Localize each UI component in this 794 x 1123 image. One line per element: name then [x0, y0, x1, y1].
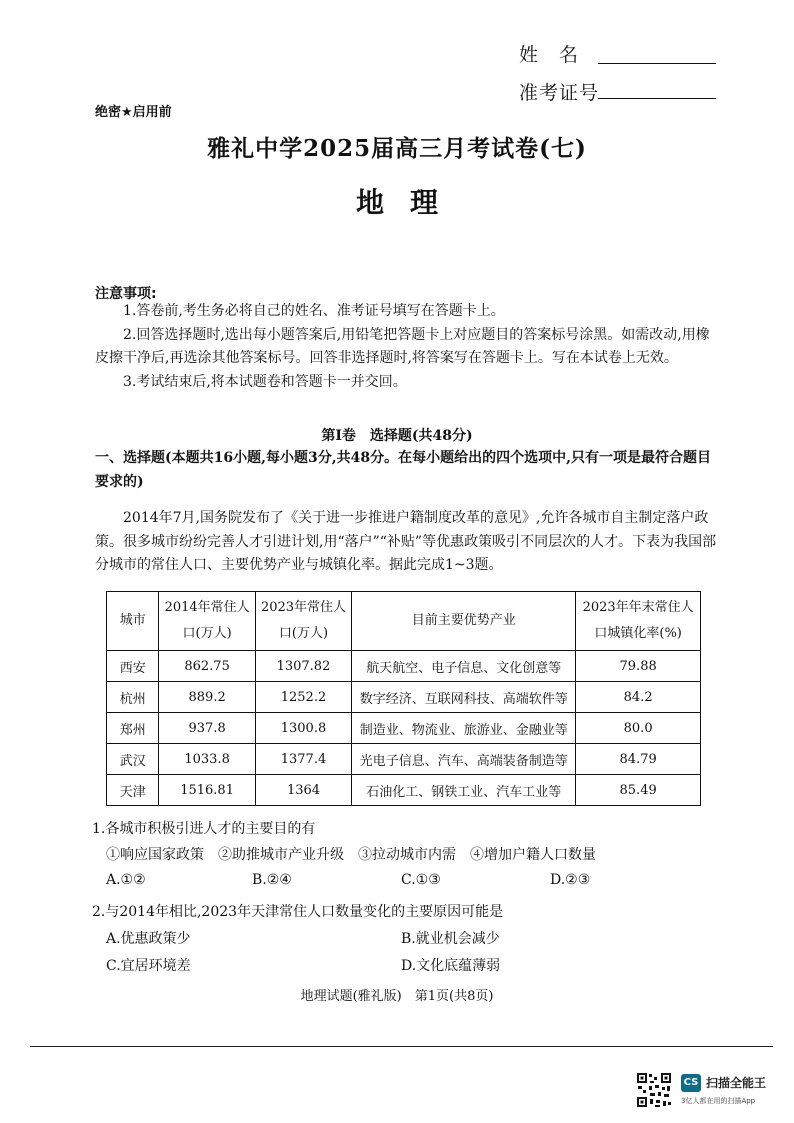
table-row [107, 713, 701, 744]
q1-option-c: C.①③ [401, 872, 441, 888]
notice-item: 1.答卷前,考生务必将自己的姓名、准考证号填写在答题卡上。 [123, 303, 505, 319]
id-label: 准考证号 [519, 82, 600, 104]
name-label: 姓 名 [519, 44, 580, 66]
notice-item: 3.考试结束后,将本试题卷和答题卡一并交回。 [123, 373, 407, 390]
table-cell: 石油化工、钢铁工业、汽车工业等 [352, 775, 576, 806]
q1-stem: 1.各城市积极引进人才的主要目的有 [92, 821, 316, 837]
q2-option-b: B.就业机会减少 [401, 931, 500, 947]
table-header-cell: 2014年常住人口(万人) [159, 592, 255, 651]
table-cell: 79.88 [576, 651, 701, 682]
q1-option-b: B.②④ [252, 872, 292, 888]
table-cell: 1307.82 [255, 651, 351, 682]
section-heading: 一、选择题(本题共16小题,每小题3分,共48分。在每小题给出的四个选项中,只有一项是最符合题目要求的) [95, 450, 711, 490]
table-header-cell: 2023年年末常住人口城镇化率(%) [576, 592, 701, 651]
table-cell: 1252.2 [255, 682, 351, 713]
table-cell: 937.8 [159, 713, 255, 744]
table-cell: 郑州 [107, 713, 159, 744]
table-cell: 1364 [255, 775, 351, 806]
q2-option-d: D.文化底蕴薄弱 [401, 958, 501, 974]
notice-list [95, 300, 720, 394]
q2-option-c: C.宜居环境差 [106, 958, 191, 974]
table-header-row [107, 592, 701, 651]
table-row [107, 682, 701, 713]
table-cell: 1300.8 [255, 713, 351, 744]
table-cell: 84.79 [576, 744, 701, 775]
table-cell: 1377.4 [255, 744, 351, 775]
table-cell: 天津 [107, 775, 159, 806]
table-cell: 光电子信息、汽车、高端装备制造等 [352, 744, 576, 775]
subject-title: 地理 [355, 186, 464, 219]
scan-edge-line [30, 1046, 773, 1047]
table-cell: 数字经济、互联网科技、高端软件等 [352, 682, 576, 713]
table-cell: 西安 [107, 651, 159, 682]
camscanner-logo-icon: CS [681, 1074, 701, 1092]
notice-item: 2.回答选择题时,选出每小题答案后,用铅笔把答题卡上对应题目的答案标号涂黑。如需改动,用橡皮擦干净后,再选涂其他答案标号。回答非选择题时,将答案写在答题卡上。写在本试卷上无效。 [95, 326, 710, 366]
notice-heading: 注意事项: [95, 286, 157, 302]
part1-title: 第Ⅰ卷 选择题(共48分) [321, 428, 473, 444]
table-row [107, 651, 701, 682]
table-cell: 武汉 [107, 744, 159, 775]
table-cell: 1516.81 [159, 775, 255, 806]
table-cell: 杭州 [107, 682, 159, 713]
table-row [107, 775, 701, 806]
table-header-cell: 城市 [107, 592, 159, 651]
table-cell: 889.2 [159, 682, 255, 713]
camscanner-name: 扫描全能王 [706, 1076, 767, 1090]
q1-items: ①响应国家政策 ②助推城市产业升级 ③拉动城市内需 ④增加户籍人口数量 [106, 847, 596, 863]
exam-title: 雅礼中学2025届高三月考试卷(七) [207, 135, 587, 162]
secret-label: 绝密★启用前 [95, 105, 172, 120]
q1-option-a: A.①② [106, 872, 146, 888]
table-header-cell: 2023年常住人口(万人) [255, 592, 351, 651]
name-line [598, 63, 716, 64]
table-cell: 制造业、物流业、旅游业、金融业等 [352, 713, 576, 744]
page-footer: 地理试题(雅礼版) 第1页(共8页) [300, 989, 494, 1004]
table-cell: 862.75 [159, 651, 255, 682]
passage: 2014年7月,国务院发布了《关于进一步推进户籍制度改革的意见》,允许各城市自主制定落户政策。很多城市纷纷完善人才引进计划,用“落户”“补贴”等优惠政策吸引不同层次的人才。下表为我国部分城市的常住人口、主要优势产业与城镇化率。据此完成1~3题。 [95, 510, 717, 573]
table-row [107, 744, 701, 775]
city-table [106, 591, 701, 806]
table-cell: 85.49 [576, 775, 701, 806]
table-cell: 84.2 [576, 682, 701, 713]
table-header-cell: 目前主要优势产业 [352, 592, 576, 651]
qr-code-icon [636, 1072, 672, 1108]
q2-option-a: A.优惠政策少 [106, 931, 191, 947]
table-cell: 80.0 [576, 713, 701, 744]
q1-option-d: D.②③ [550, 872, 591, 888]
table-cell: 航天航空、电子信息、文化创意等 [352, 651, 576, 682]
table-cell: 1033.8 [159, 744, 255, 775]
id-line [598, 98, 716, 99]
camscanner-tagline: 3亿人都在用的扫描App [681, 1097, 756, 1105]
q2-stem: 2.与2014年相比,2023年天津常住人口数量变化的主要原因可能是 [92, 904, 504, 920]
